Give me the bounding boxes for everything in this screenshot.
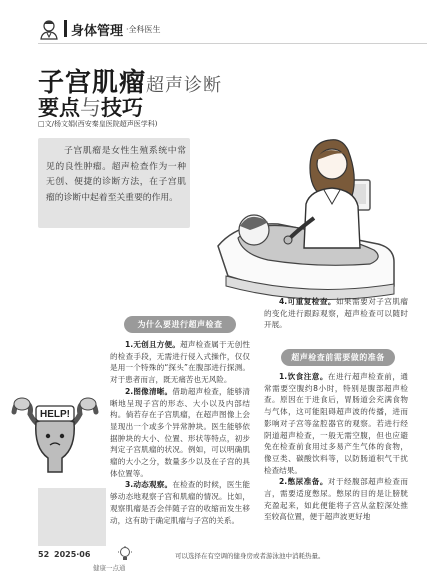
paragraph-text: 超声检查属于无创性的检查手段，无需进行侵入式操作，仅仅是用一个特殊的“探头”在腹部进行探测。对于患者而言，既无痛苦也无风险。: [110, 340, 250, 385]
article-title-line2: [38, 92, 143, 122]
paragraph-text: 借助超声检查，能够清晰地呈现子宫的形态、大小以及内部结构。倘若存在子宫肌瘤，在超声图像上会显现出一个或多个异常肿块。医生能够依据肿块的大小、位置、形状等特点，初步判定子宫肌瘤的状况。例如，可以明确肌瘤的大小之分，数量多少以及在子宫的具体位置等。: [110, 386, 251, 478]
paragraph-lead: 1.无创且方便。: [125, 340, 181, 349]
title-connector: 与: [80, 96, 101, 120]
title-part-b: 技巧: [101, 96, 143, 120]
page-number: 52: [38, 550, 50, 559]
issue-date: 2025·06: [54, 550, 91, 559]
paragraph: [110, 339, 250, 386]
paragraph-lead: 1.饮食注意。: [279, 372, 328, 381]
author-byline: □文/杨文娟(西安秦皇医院超声医学科): [38, 120, 158, 128]
paragraph: [264, 296, 408, 331]
title-sub: 超声诊断: [146, 75, 223, 96]
column-label: 健康一点通: [93, 564, 126, 572]
paragraph-lead: 3.动态观察。: [125, 480, 173, 490]
section-title: 身体管理: [71, 24, 124, 39]
paragraph-text: 在检查的时候，医生能够动态地观察子宫和肌瘤的情况。比如，观察肌瘤是否会伴随子宫的收缩而发生移动，这有助于确定肌瘤与子宫的关系。: [110, 480, 251, 525]
header-divider-bar: [64, 20, 67, 37]
title-main: 子宫肌瘤: [38, 68, 147, 98]
paragraph: [264, 371, 408, 476]
decorative-grey-box: [38, 488, 106, 546]
paragraph-lead: 2.图像清晰。: [125, 386, 173, 396]
help-sign-text: HELP!: [40, 409, 70, 420]
paragraph-text: 在进行超声检查前，通常需要空腹约8小时，特别是腹部超声检查。原因在于进食后，胃肠道会充满食物与气体，这可能阻碍超声波的传播，进而影响对子宫等盆腔器官的观察。若进行经阴道超声检查，一般无需空腹，但也应避免在检查前食用过多易产生气体的食物，像豆类、碳酸饮料等，以防肠道积气干扰检查结果。: [264, 372, 408, 475]
lightbulb-icon: [118, 546, 132, 562]
paragraph: [110, 386, 250, 480]
section-heading-preparation: 超声检查前需要做的准备: [281, 349, 395, 366]
uterus-mascot-icon: [10, 392, 100, 478]
intro-text: 子宫肌瘤是女性生殖系统中常见的良性肿瘤。超声检查作为一种无创、便捷的诊断方法，在子宫肌瘤的诊断中起着至关重要的作用。: [46, 146, 186, 203]
column-left: [110, 339, 250, 526]
paragraph: [110, 479, 250, 526]
paragraph-text: 如果需要对子宫肌瘤的变化进行跟踪观察，超声检查可以随时开展。: [264, 297, 409, 330]
column-right-bottom: [264, 371, 408, 523]
footer-tip: 可以选择在有空调的健身房或者游泳池中消耗热量。: [175, 552, 325, 560]
doctor-avatar-icon: [38, 18, 60, 40]
column-right-top: [264, 296, 408, 331]
paragraph-lead: 2.憋尿准备。: [279, 477, 328, 487]
section-heading-why-ultrasound: 为什么要进行超声检查: [124, 316, 236, 333]
paragraph-lead: 4.可重复检查。: [279, 297, 336, 306]
title-part-a: 要点: [38, 96, 80, 120]
paragraph: [264, 476, 408, 523]
ultrasound-exam-illustration: [198, 126, 410, 306]
header-rule: [38, 43, 427, 44]
paragraph-text: 对于经腹部超声检查而言，需要适度憋尿。憋尿的目的是让膀胱充盈起来，如此便能将子宫从盆腔深处推至较高位置，便于超声波更好地: [264, 477, 408, 522]
section-subtitle: ·全科医生: [126, 25, 161, 34]
